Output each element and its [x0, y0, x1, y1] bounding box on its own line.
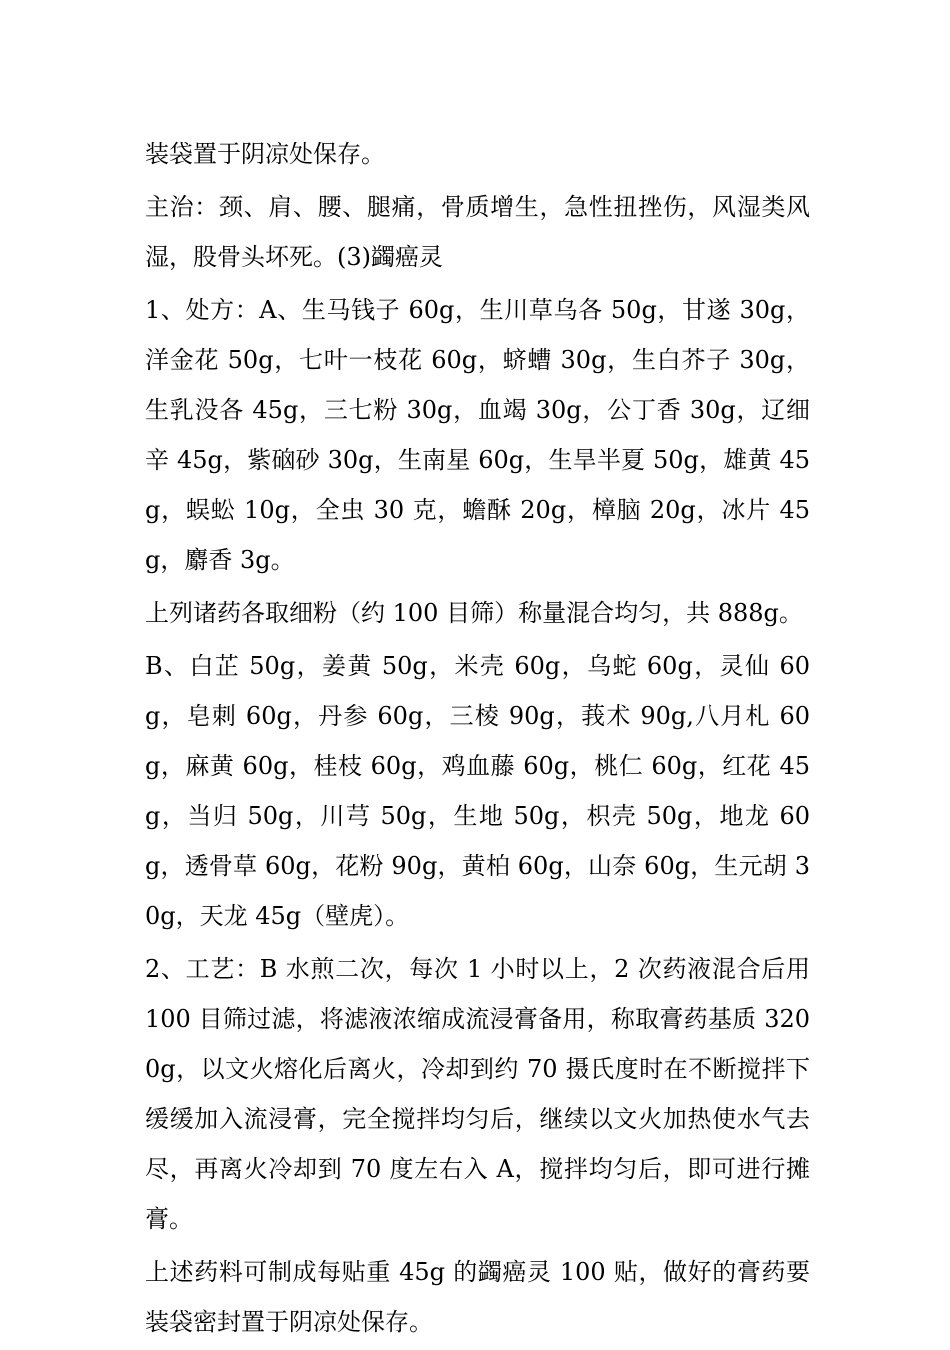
- paragraph-powder-mix: 上列诸药各取细粉（约 100 目筛）称量混合均匀，共 888g。: [145, 599, 803, 627]
- paragraph-prescription-b: B、白芷 50g，姜黄 50g，米壳 60g，乌蛇 60g，灵仙 60g，皂刺 60g，丹参 60g，三棱 90g，莪术 90g,八月札 60g，麻黄 60g，桂枝 60g，鸡血藤 60g，桃仁 60g，红花 45g，当归 50g，川芎 50g，生地 50g，枳壳 50g，地龙 60g，透骨草 60g，花粉 90g，黄柏 60g，山奈 60g，生元胡 30g，天龙 45g（壁虎）。: [145, 652, 810, 930]
- paragraph-process: 2、工艺：B 水煎二次，每次 1 小时以上，2 次药液混合后用 100 目筛过滤，将滤液浓缩成流浸膏备用，称取膏药基质 3200g，以文火熔化后离火，冷却到约 70 摄氏度时在不断搅拌下缓缓加入流浸膏，完全搅拌均匀后，继续以文火加热使水气去尽，再离火冷却到 70 度左右入 A，搅拌均匀后，即可进行摊膏。: [145, 955, 810, 1233]
- paragraph-prescription-a: 1、处方：A、生马钱子 60g，生川草乌各 50g，甘遂 30g，洋金花 50g，七叶一枝花 60g，蛴螬 30g，生白芥子 30g，生乳没各 45g，三七粉 30g，血竭 30g，公丁香 30g，辽细辛 45g，紫硇砂 30g，生南星 60g，生旱半夏 50g，雄黄 45g，蜈蚣 10g，全虫 30 克，蟾酥 20g，樟脑 20g，冰片 45g，麝香 3g。: [145, 296, 810, 574]
- paragraph-storage-note: 装袋置于阴凉处保存。: [145, 140, 385, 168]
- document-body: [145, 129, 810, 1350]
- paragraph-indications: 主治：颈、肩、腰、腿痛，骨质增生，急性扭挫伤，风湿类风湿，股骨头坏死。(3)蠲癌灵: [145, 193, 810, 271]
- paragraph-yield-storage: 上述药料可制成每贴重 45g 的蠲癌灵 100 贴，做好的膏药要装袋密封置于阴凉处保存。: [145, 1258, 810, 1336]
